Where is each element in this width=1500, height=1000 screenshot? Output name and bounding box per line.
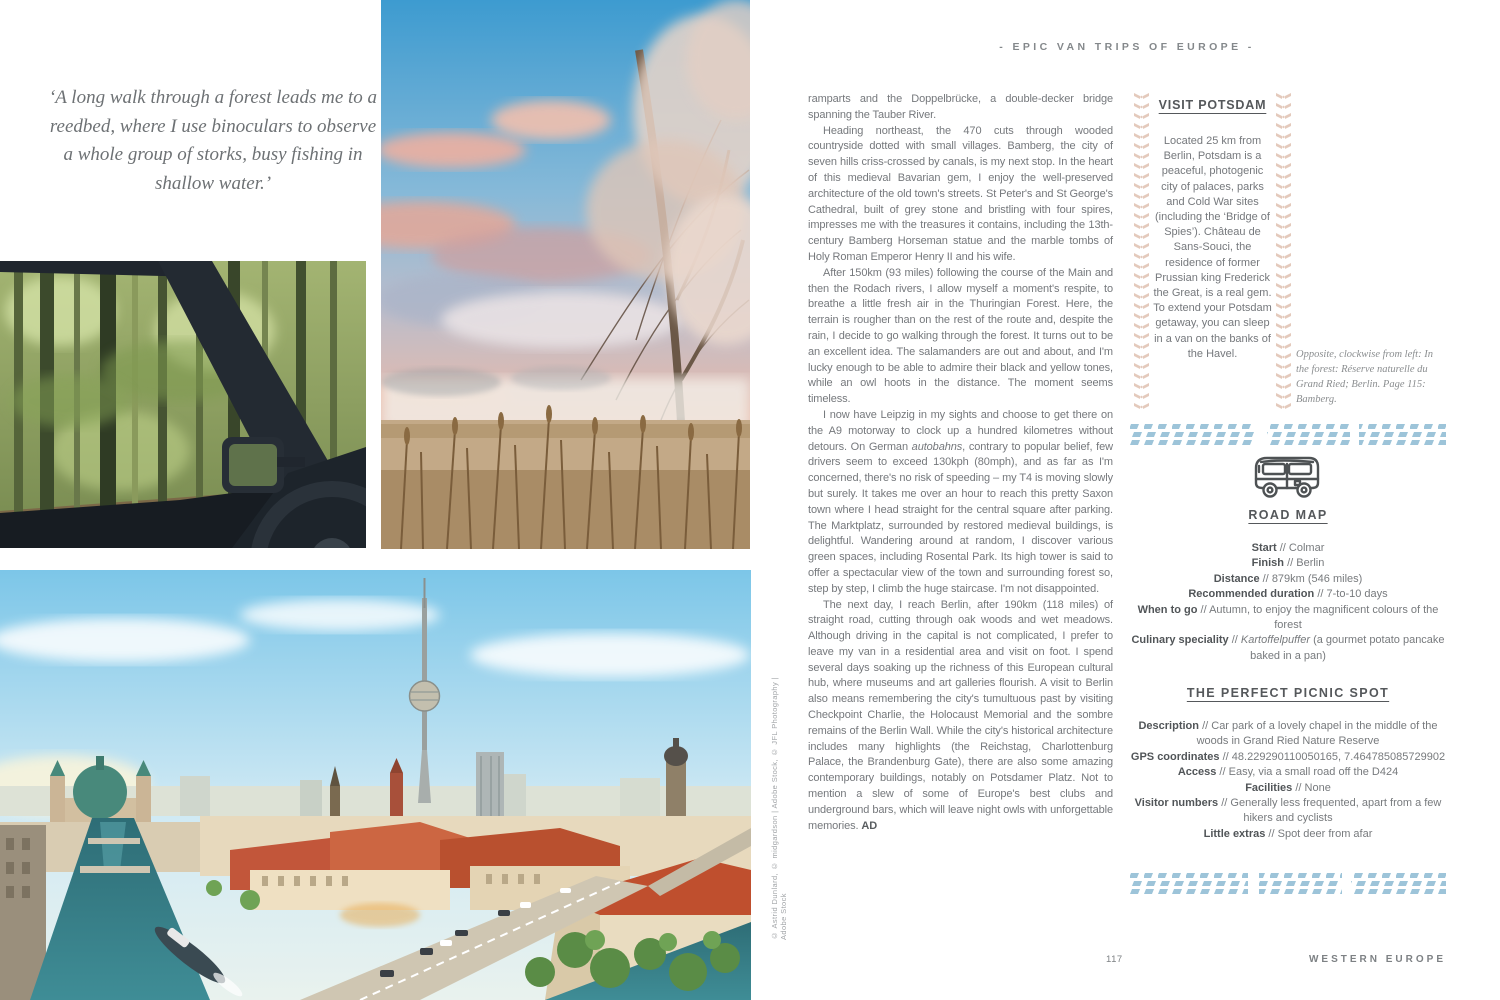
spec-row (1130, 781, 1446, 796)
spec-value: Car park of a lovely chapel in the middle of the woods in Grand Ried Nature Reserve (1196, 720, 1438, 748)
road-map-list (1130, 541, 1446, 664)
spec-value: Autumn, to enjoy the magnificent colours of the forest (1209, 603, 1439, 632)
spec-separator: // (1219, 766, 1226, 779)
spec-separator: // (1222, 750, 1229, 763)
photo-credit: © Astrid Dunlard, © midgardson | Adobe Stock, © JFL Photography | Adobe Stock (770, 677, 788, 940)
page-number: 117 (1106, 954, 1123, 965)
spec-row (1130, 541, 1446, 556)
spec-value: Berlin (1296, 557, 1325, 570)
spec-label: Facilities (1245, 781, 1293, 794)
tire-track-divider-top (1130, 424, 1446, 446)
spec-separator: // (1279, 542, 1286, 554)
spec-label: GPS coordinates (1130, 750, 1220, 763)
sidebar-body: Located 25 km from Berlin, Potsdam is a peaceful, photogenic city of palaces, parks and Cold War sites (including the ‘Bridge of Spies’). Château de Sans-Souci, the residence of former Prussian king Frederick the Great, is a real gem. To extend your Potsdam getaway, you can sleep in a van on the banks of the Havel. (1153, 135, 1272, 360)
spec-value: 48.229290110050165, 7.464785085729902 (1231, 750, 1446, 763)
photo-forest-van-window (0, 261, 366, 548)
section-footer: WESTERN EUROPE (1308, 954, 1446, 965)
spec-row (1130, 765, 1446, 780)
spec-row (1130, 572, 1446, 587)
spec-label: Little extras (1203, 827, 1266, 840)
spec-row (1130, 796, 1446, 827)
spec-label: Description (1138, 720, 1199, 732)
spec-value: Generally less frequented, apart from a few hikers and cyclists (1230, 797, 1442, 825)
spec-separator: // (1262, 572, 1269, 585)
spec-label: Access (1177, 766, 1217, 779)
tire-track-border-left (1133, 92, 1150, 410)
spec-value: Easy, via a small road off the D424 (1228, 766, 1399, 779)
spec-separator: // (1221, 797, 1228, 810)
spec-label: Start (1251, 542, 1277, 554)
article-paragraph: Heading northeast, the 470 cuts through wooded countryside dotted with small villages. Bamberg, the city of seven hills criss-crossed by canals, is my next stop. In the heart of this medieval Bavarian gem, I enjoy the well-preserved architecture of the old town's streets. St Peter's and St George's Cathedral, built of grey stone and bristling with four spires, impresses me with the treasures it contains, including the 13th-century Bamberg Horseman statue and the marble tombs of Holy Roman Emperor Henry II and his wife. (808, 124, 1113, 263)
spec-value: Colmar (1288, 542, 1325, 554)
spec-separator: // (1231, 634, 1238, 647)
spec-value: Kartoffelpuffer (a gourmet potato pancake baked in a pan) (1240, 634, 1445, 662)
tire-track-border-right (1275, 92, 1292, 410)
article-paragraph: After 150km (93 miles) following the course of the Main and then the Rodach rivers, I allow myself a moment's respite, to breathe a little fresh air in the Thuringian Forest. Here, the terrain is rougher than on the rest of the route and, despite the rain, I decide to go walking through the forest. It turns out to be an excellent idea. The salamanders are out and about, and I'm lucky enough to be able to admire their black and yellow tones, while an owl hoots in the distance. The moment seems timeless. (808, 266, 1113, 406)
spec-separator: // (1295, 781, 1302, 794)
article-text (808, 92, 1113, 834)
picnic-spot-list (1130, 719, 1446, 842)
article-paragraph: The next day, I reach Berlin, after 190km (118 miles) of straight road, cutting through oak woods and wet meadows. Although driving in the capital is not complicated, I prefer to leave my van in a residential area and visit on foot. I spend several days soaking up the richness of this European cultural hub, where museums and art galleries flourish. A visit to Berlin also means remembering the city's tumultuous past by visiting Checkpoint Charlie, the Holocaust Memorial and the sombre remains of the Berlin Wall. While the city's historical architecture includes many highlights (the Reichstag, Charlottenburg Palace, the Brandenburg Gate), there are also some amazing contemporary buildings, notably on Potsdamer Platz. Not to mention a slew of some of Europe's best clubs and underground bars, which will leave night owls with unforgettable memories. AD (808, 598, 1113, 832)
spec-row (1130, 750, 1446, 765)
road-map-title: ROAD MAP (1248, 508, 1328, 522)
spec-row (1130, 556, 1446, 571)
spec-value: 879km (546 miles) (1271, 572, 1363, 585)
spec-row (1130, 633, 1446, 664)
spec-label: Distance (1213, 572, 1260, 585)
campervan-icon (1251, 452, 1323, 506)
spec-separator: // (1317, 588, 1324, 601)
spec-row (1130, 603, 1446, 634)
sidebar-visit-potsdam (1133, 92, 1292, 410)
spec-value: Spot deer from afar (1277, 827, 1373, 840)
tire-track-divider-bottom (1130, 873, 1446, 895)
spec-label: Visitor numbers (1134, 797, 1219, 810)
spec-row (1130, 719, 1446, 750)
image-caption: Opposite, clockwise from left: In the forest: Réserve naturelle du Grand Ried; Berlin. Page 115: Bamberg. (1296, 349, 1433, 405)
spec-label: Finish (1251, 557, 1284, 570)
spec-row (1130, 827, 1446, 842)
sidebar-title: VISIT POTSDAM (1158, 98, 1267, 112)
spec-value: None (1304, 781, 1331, 794)
spec-separator: // (1287, 557, 1294, 570)
spec-separator: // (1202, 720, 1209, 732)
photo-berlin-cityscape (0, 570, 751, 1000)
article-paragraph: ramparts and the Doppelbrücke, a double-decker bridge spanning the Tauber River. (808, 93, 1113, 121)
spec-label: When to go (1137, 603, 1198, 616)
spec-separator: // (1200, 603, 1207, 616)
spec-label: Culinary speciality (1131, 634, 1229, 647)
article-paragraph: I now have Leipzig in my sights and choose to get there on the A9 motorway to clock up a hundred kilometres without detours. On German autobahns, contrary to popular belief, few drivers seem to exceed 130kph (80mph), and as far as I'm concerned, there's no risk of speeding – my T4 is moving slowly but surely. It takes me over an hour to reach this pretty Saxon town where I head straight for the central square after parking. The Marktplatz, surrounded by restored medieval buildings, is delightful. Wandering around at random, I discover various green spaces, including Rosental Park. Its high tower is said to offer a spectacular view of the town and surrounding forest so, step by step, I climb the huge staircase. I'm not disappointed. (808, 408, 1113, 595)
spec-value: 7-to-10 days (1326, 588, 1388, 601)
spec-label: Recommended duration (1188, 588, 1315, 601)
running-header: - EPIC VAN TRIPS OF EUROPE - (999, 41, 1255, 53)
picnic-spot-title: THE PERFECT PICNIC SPOT (1186, 686, 1390, 700)
spec-row (1130, 587, 1446, 602)
pull-quote: ‘A long walk through a forest leads me to a reedbed, where I use binoculars to observe a whole group of storks, busy fishing in shallow water.’ (48, 87, 378, 194)
spec-separator: // (1268, 827, 1275, 840)
photo-misty-morning (381, 0, 750, 549)
